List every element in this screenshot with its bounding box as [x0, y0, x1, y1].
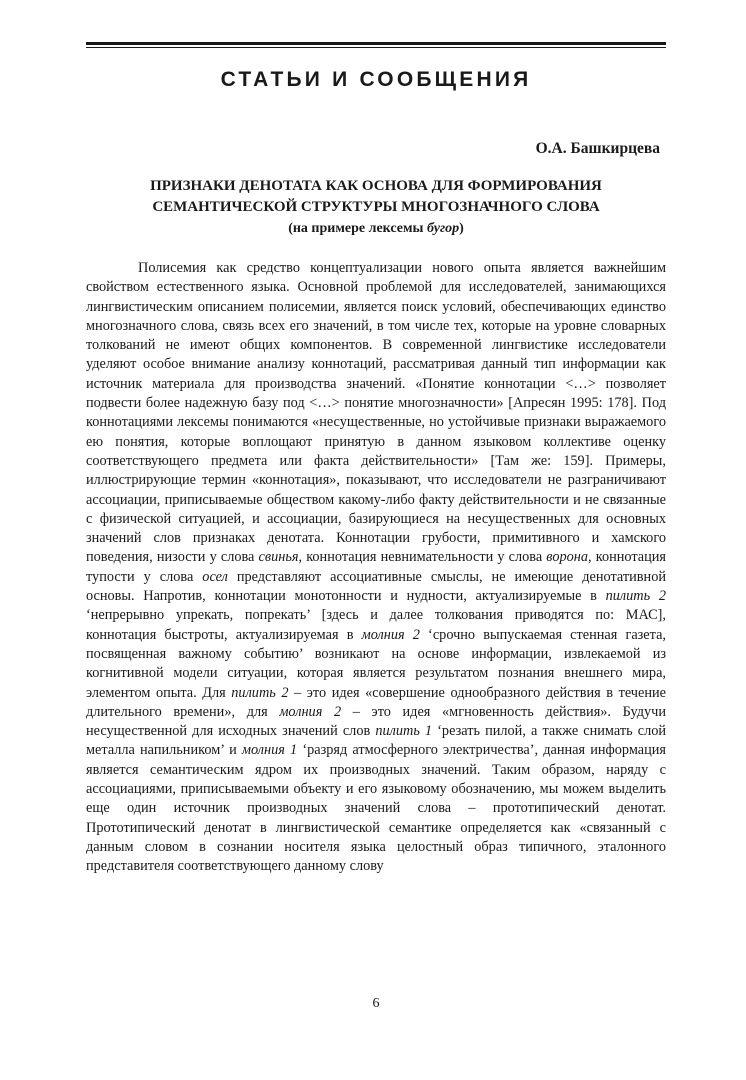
body-text-run: – это идея «совершение однообразного действия в течение длительного времени», для	[86, 684, 666, 720]
subtitle-suffix: )	[459, 221, 464, 236]
italic-term: свинья	[258, 549, 299, 566]
body-text-run: , коннотация тупости у слова	[86, 549, 666, 585]
article-subtitle	[86, 218, 666, 239]
body-text-run: , коннотация невнимательности у слова	[298, 549, 547, 566]
body-text-run: – это идея «мгновенность действия». Будучи несущественной для исходных значений слов	[86, 703, 666, 740]
header-rule-thin	[86, 47, 666, 48]
subtitle-prefix: (на примере лексемы	[288, 221, 427, 236]
body-text-run: Полисемия как средство концептуализации нового опыта является важнейшим свойством естественного языка. Основной проблемой для исследователей, занимающихся лингвистическим описанием полисемии, является поиск условий, обеспечивающих единство многозначного слова, связь всех его значений, в том числе тех, которые на уровне словарных толкований не имеют общих компонентов. В современной лингвистике исследователи уделяют особое внимание анализу коннотаций, рассматривая данный тип информации как источник материала для производства значений. «Понятие коннотации <…> позволяет подвести более надежную базу под <…> понятие многозначности» [Апресян 1995: 178]. Под коннотациями лексемы понимаются «несущественные, но устойчивые признаки выражаемого ею понятия, которые воплощают принятую в данном языковом коллективе оценку соответствующего предмета или факта действительности» [Там же: 159]. Примеры, иллюстрирующие термин «коннотация», показывают, что исследователи не разграничивают ассоциации, приписываемые обществом какому-либо факту действительности и не связанные с физической ситуацией, и ассоциации, базирующиеся на несущественных для основных значений слов признаках денотата. Коннотации грубости, примитивного и хамского поведения, низости у слова	[86, 260, 666, 566]
subtitle-term: бугор	[426, 221, 460, 236]
italic-term: ворона	[546, 549, 589, 566]
body-text-run: ‘срочно выпускаемая стенная газета, посвященная важному событию’ возникают на основе информации, извлекаемой из когнитивной модели ситуации, которая является результатом познания внешнего мира, элементом опыта. Для	[86, 626, 667, 701]
section-title: СТАТЬИ И СООБЩЕНИЯ	[220, 68, 532, 91]
body-paragraph	[86, 259, 666, 877]
page-number: 6	[372, 996, 380, 1011]
header-rule	[86, 42, 666, 45]
italic-term: молния 1	[241, 742, 298, 759]
author-name: О.А. Башкирцева	[535, 140, 660, 157]
italic-term: осел	[202, 568, 228, 585]
article-title	[86, 176, 666, 239]
title-line-2: СЕМАНТИЧЕСКОЙ СТРУКТУРЫ МНОГОЗНАЧНОГО СЛОВА	[152, 199, 600, 215]
italic-term: пилить 1	[375, 723, 433, 740]
body-text-run: ‘разряд атмосферного электричества’, данная информация является семантическим ядром их производных значений. Таким образом, наряду с ассоциациями, приписываемыми объекту и его языковому обозначению, мы можем выделить еще один источник производных значений слова – прототипический денотат. Прототипический денотат в лингвистической семантике определяется как «связанный с данным словом в сознании носителя языка целостный образ типичного, эталонного представителя соответствующего данному слову	[86, 742, 667, 875]
italic-term: молния 2	[361, 626, 420, 643]
body-text-run: представляют ассоциативные смыслы, не имеющие денотативной основы. Напротив, коннотации монотонности и нудности, актуализируемые в	[86, 568, 667, 605]
italic-term: пилить 2	[605, 588, 666, 605]
italic-term: пилить 2	[231, 684, 289, 701]
title-line-1: ПРИЗНАКИ ДЕНОТАТА КАК ОСНОВА ДЛЯ ФОРМИРОВАНИЯ	[150, 178, 602, 194]
body-text-run: ‘непрерывно упрекать, попрекать’ [здесь и далее толкования приводятся по: МАС], коннотация быстроты, актуализируемая в	[86, 607, 666, 643]
body-text-run: ‘резать пилой, а также снимать слой металла напильником’ и	[86, 723, 667, 759]
italic-term: молния 2	[279, 703, 342, 720]
